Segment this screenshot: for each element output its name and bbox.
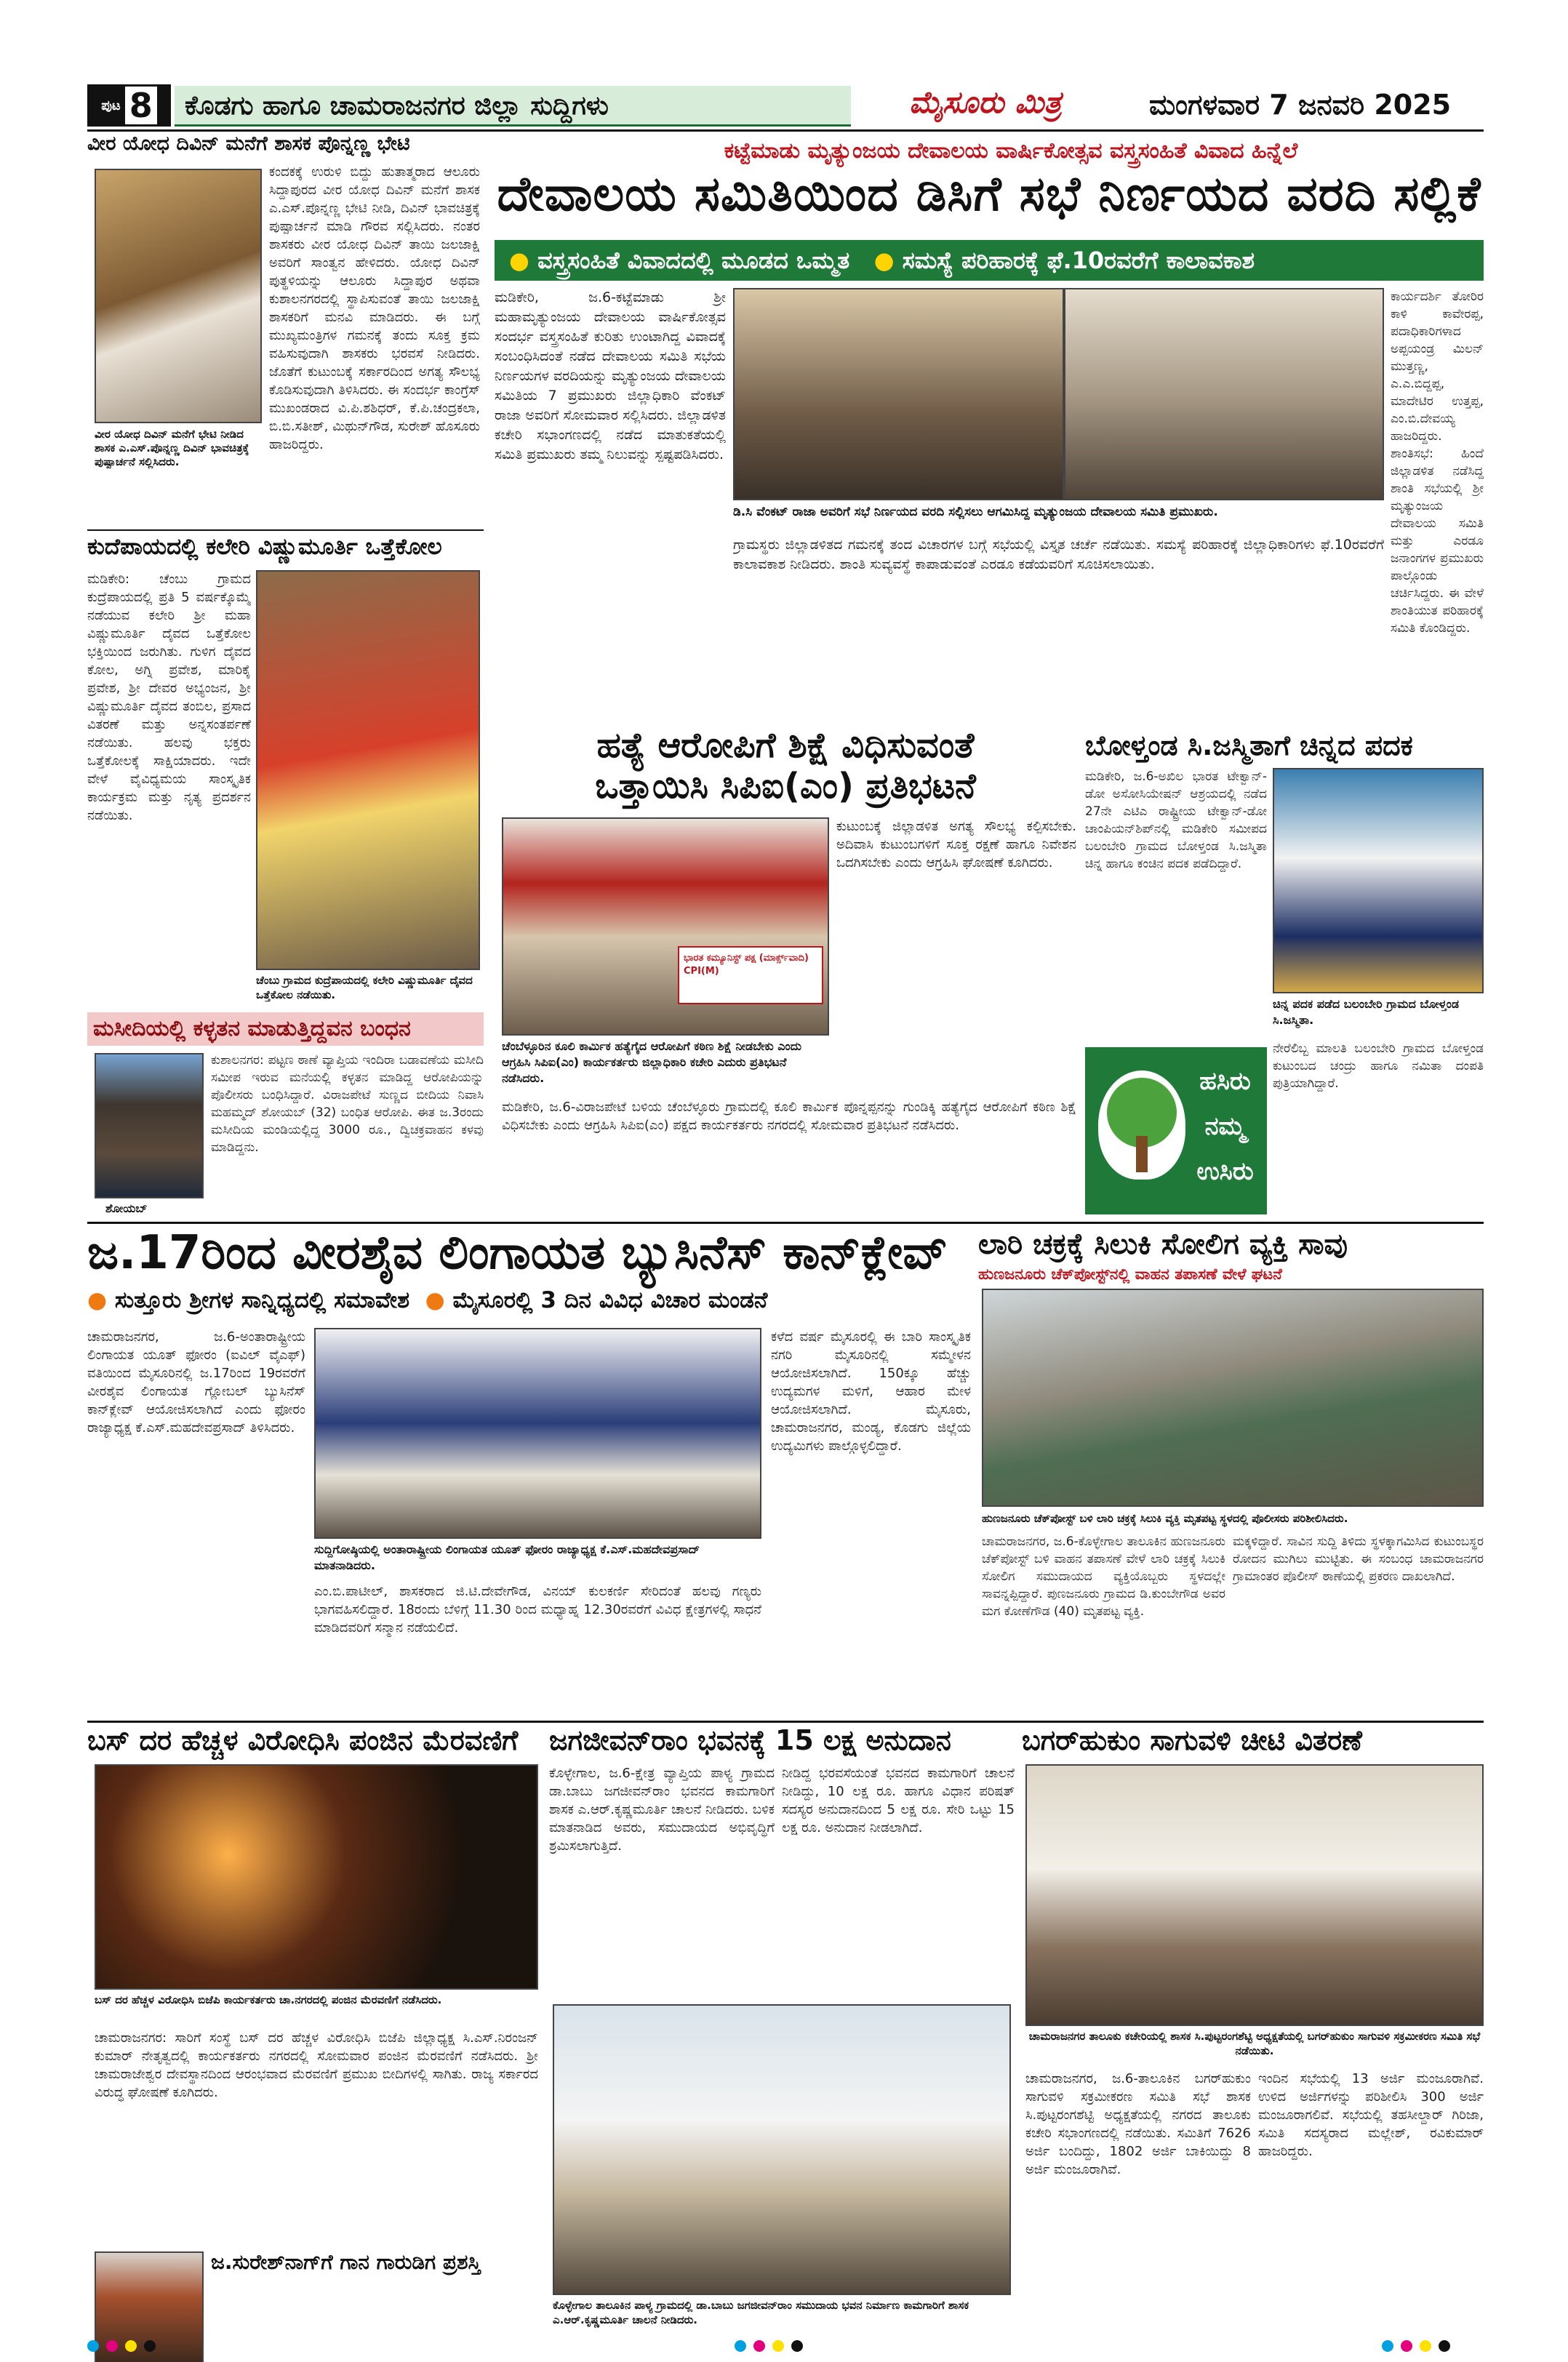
cpim-headline-1: ಹತ್ಯೆ ಆರೋಪಿಗೆ ಶಿಕ್ಷೆ ವಿಧಿಸುವಂತೆ (596, 725, 975, 766)
print-registration-dots (87, 2340, 163, 2355)
lorry-photo (982, 1289, 1484, 1507)
mla-visit-headline: ವೀರ ಯೋಧ ದಿವಿನ್ ಮನೆಗೆ ಶಾಸಕ ಪೊನ್ನಣ್ಣ ಭೇಟಿ (87, 132, 410, 155)
kola-body: ಮಡಿಕೇರಿ: ಚೆಂಬು ಗ್ರಾಮದ ಕುದ್ರೆಪಾಯದಲ್ಲಿ ಪ್ರತಿ 5 ವರ್ಷಕ್ಕೊಮ್ಮೆ ನಡೆಯುವ ಕಲೇರಿ ಶ್ರೀ ಮಹಾ ವಿಷ್ಣುಮೂರ್ತಿ ದೈವದ ಒತ್ತೆಕೋಲ ಭಕ್ತಿಯಿಂದ ಜರುಗಿತು. ಗುಳಿಗ ದೈವದ ಕೋಲ, ಅಗ್ನಿ ಪ್ರವೇಶ, ಮಾರಿಕೈ ಪ್ರವೇಶ, ಶ್ರೀ ದೇವರ ಅಭ್ಯಂಜನ, ಶ್ರೀ ವಿಷ್ಣುಮೂರ್ತಿ ದೈವದ ತಂಬಿಲ, ಪ್ರಸಾದ ವಿತರಣೆ ಮತ್ತು ಅನ್ನಸಂತರ್ಪಣೆ ನಡೆಯಿತು. ಹಲವು ಭಕ್ತರು ಒತ್ತೆಕೋಲಕ್ಕೆ ಸಾಕ್ಷಿಯಾದರು. ಇದೇ ವೇಳೆ ವೈವಿಧ್ಯಮಯ ಸಾಂಸ್ಕೃತಿಕ ಕಾರ್ಯಕ್ರಮ ಮತ್ತು ನೃತ್ಯ ಪ್ರದರ್ಶನ ನಡೆಯಿತು. (87, 572, 251, 823)
temple-photo-dc (733, 288, 1064, 500)
medal-body: ಮಡಿಕೇರಿ, ಜ.6-ಅಖಿಲ ಭಾರತ ಟೇಕ್ವಾನ್-ಡೋ ಅಸೋಸಿಯೇಷನ್ ಆಶ್ರಯದಲ್ಲಿ ನಡೆದ 27ನೇ ಎಟಿಎ ರಾಷ್ಟ್ರೀಯ ಟೇಕ್ವಾನ್-ಡೋ ಚಾಂಪಿಯನ್‌ಶಿಪ್‌ನಲ್ಲಿ ಮಡಿಕೇರಿ ಸಮೀಪದ ಬಲಂಬೇರಿ ಗ್ರಾಮದ ಬೋಳ್ತಂಡ ಸಿ.ಜಸ್ಮಿತಾ ಚಿನ್ನ ಹಾಗೂ ಕಂಚಿನ ಪದಕ ಪಡೆದಿದ್ದಾರೆ. (1085, 769, 1267, 871)
divider (87, 1222, 1484, 1224)
jagjivan-photo (553, 2004, 1011, 2295)
conclave-body-right: ಕಳೆದ ವರ್ಷ ಮೈಸೂರಲ್ಲಿ ಈ ಬಾರಿ ಸಾಂಸ್ಕೃತಿಕ ನಗರಿ ಮೈಸೂರಿನಲ್ಲಿ ಸಮ್ಮೇಳನ ಆಯೋಜಿಸಲಾಗಿದೆ. 150ಕ್ಕೂ ಹೆಚ್ಚು ಉದ್ಯಮಗಳ ಮಳಿಗೆ, ಆಹಾರ ಮೇಳ ಆಯೋಜಿಸಲಾಗಿದೆ. ಮೈಸೂರು, ಚಾಮರಾಜನಗರ, ಮಂಡ್ಯ, ಕೊಡಗು ಜಿಲ್ಲೆಯ ಉದ್ಯಮಿಗಳು ಪಾಲ್ಗೊಳ್ಳಲಿದ್ದಾರೆ. (771, 1329, 971, 1454)
print-registration-dots (1382, 2340, 1457, 2355)
issue-date: ಮಂಗಳವಾರ 7 ಜನವರಿ 2025 (1149, 89, 1452, 121)
conclave-body-left: ಚಾಮರಾಜನಗರ, ಜ.6-ಅಂತಾರಾಷ್ಟ್ರೀಯ ಲಿಂಗಾಯತ ಯೂತ್ ಫೋರಂ (ಐವಿಲ್ ವೈಎಫ್) ವತಿಯಿಂದ ಮೈಸೂರಿನಲ್ಲಿ ಜ.17ರಿಂದ 19ರವರೆಗೆ ವೀರಶೈವ ಲಿಂಗಾಯತ ಗ್ಲೋಬಲ್ ಬ್ಯುಸಿನೆಸ್ ಕಾನ್‌ಕ್ಲೇವ್ ಆಯೋಜಿಸಲಾಗಿದೆ ಎಂದು ಫೋರಂ ರಾಜ್ಯಾಧ್ಯಕ್ಷ ಕೆ.ಎಸ್.ಮಹದೇವಪ್ರಸಾದ್ ತಿಳಿಸಿದರು. (87, 1329, 305, 1436)
accused-caption: ಶೋಯಬ್ (105, 1201, 148, 1215)
temple-subheads (495, 240, 1484, 281)
bus-protest-photo (95, 1764, 538, 1990)
newspaper-brand: ಮೈಸೂರು ಮಿತ್ರ (909, 84, 1062, 120)
temple-body-col3: ಕಾರ್ಯದರ್ಶಿ ತೋರಿರ ಕಾಳಿ ಕಾವೇರಪ್ಪ, ಪದಾಧಿಕಾರಿಗಳಾದ ಅಪ್ಪಯಂಡ್ರ ಮಿಲನ್ ಮುತ್ತಣ್ಣ, ಎ.ಎ.ಬಿದ್ದಪ್ಪ, ಮಾದೇಟಿರ ಉತ್ತಪ್ಪ, ಎಂ.ಬಿ.ದೇವಯ್ಯ ಹಾಜರಿದ್ದರು. ಶಾಂತಿಸಭೆ: ಹಿಂದೆ ಜಿಲ್ಲಾಡಳಿತ ನಡೆಸಿದ್ದ ಶಾಂತಿ ಸಭೆಯಲ್ಲಿ ಶ್ರೀ ಮೃತ್ಯುಂಜಯ ದೇವಾಲಯ ಸಮಿತಿ ಮತ್ತು ಎರಡೂ ಜನಾಂಗಗಳ ಪ್ರಮುಖರು ಪಾಲ್ಗೊಂಡು ಚರ್ಚಿಸಿದ್ದರು. ಈ ವೇಳೆ ಶಾಂತಿಯುತ ಪರಿಹಾರಕ್ಕೆ ಸಮಿತಿ ಕೊಂಡಿದ್ದರು. (1391, 289, 1484, 636)
conclave-body-mid: ಎಂ.ಬಿ.ಪಾಟೀಲ್, ಶಾಸಕರಾದ ಜಿ.ಟಿ.ದೇವೇಗೌಡ, ವಿನಯ್ ಕುಲಕರ್ಣಿ ಸೇರಿದಂತೆ ಹಲವು ಗಣ್ಯರು ಭಾಗವಹಿಸಲಿದ್ದಾರೆ. 18ರಂದು ಬೆಳಿಗ್ಗೆ 11.30 ರಿಂದ ಮಧ್ಯಾಹ್ನ 12.30ರವರೆಗೆ ವಿವಿಧ ಕ್ಷೇತ್ರಗಳಲ್ಲಿ ಸಾಧನೆ ಮಾಡಿದವರಿಗೆ ಸನ್ಮಾನ ನಡೆಯಲಿದೆ. (314, 1584, 761, 1636)
temple-caption: ಡಿ.ಸಿ ವೆಂಕಟ್ ರಾಜಾ ಅವರಿಗೆ ಸಭೆ ನಿರ್ಣಯದ ವರದಿ ಸಲ್ಲಿಸಲು ಆಗಮಿಸಿದ್ದ ಮೃತ್ಯುಂಜಯ ದೇವಾಲಯ ಸಮಿತಿ ಪ್ರಮುಖರು. (733, 505, 1218, 519)
kola-photo (256, 570, 480, 970)
temple-sub1: ವಸ್ತ್ರಸಂಹಿತೆ ವಿವಾದದಲ್ಲಿ ಮೂಡದ ಒಮ್ಮತ (537, 247, 850, 274)
jagjivan-body-left: ಕೊಳ್ಳೇಗಾಲ, ಜ.6-ಕ್ಷೇತ್ರ ವ್ಯಾಪ್ತಿಯ ಪಾಳ್ಯ ಗ್ರಾಮದ ಡಾ.ಬಾಬು ಜಗಜೀವನ್‌ರಾಂ ಭವನದ ಕಾಮಗಾರಿಗೆ ಶಾಸಕ ಎ.ಆರ್.ಕೃಷ್ಣಮೂರ್ತಿ ಚಾಲನೆ ನೀಡಿದರು. ಬಳಿಕ ಮಾತನಾಡಿದ ಅವರು, ಸಮುದಾಯದ ಅಭಿವೃದ್ಧಿಗೆ ಶ್ರಮಿಸಲಾಗುತ್ತಿದೆ. (549, 1766, 775, 1854)
green-ad-box (1085, 1047, 1267, 1214)
cpim-protest-photo (502, 817, 829, 1036)
temple-body-col2: ಗ್ರಾಮಸ್ಥರು ಜಿಲ್ಲಾಡಳಿತದ ಗಮನಕ್ಕೆ ತಂದ ವಿಚಾರಗಳ ಬಗ್ಗೆ ಸಭೆಯಲ್ಲಿ ವಿಸ್ತೃತ ಚರ್ಚೆ ನಡೆಯಿತು. ಸಮಸ್ಯೆ ಪರಿಹಾರಕ್ಕೆ ಜಿಲ್ಲಾಧಿಕಾರಿಗಳು ಫೆ.10ರವರೆಗೆ ಕಾಲಾವಕಾಶ ನೀಡಿದರು. ಶಾಂತಿ ಸುವ್ಯವಸ್ಥೆ ಕಾಪಾಡುವಂತೆ ಎರಡೂ ಕಡೆಯವರಿಗೆ ಸೂಚಿಸಲಾಯಿತು. (733, 537, 1384, 572)
conclave-photo (314, 1328, 761, 1539)
kola-caption: ಚೆಂಬು ಗ್ರಾಮದ ಕುದ್ರೆಪಾಯದಲ್ಲಿ ಕಲೇರಿ ವಿಷ್ಣುಮೂರ್ತಿ ದೈವದ ಒತ್ತೆಕೋಲ ನಡೆಯಿತು. (256, 974, 473, 1001)
bus-body: ಚಾಮರಾಜನಗರ: ಸಾರಿಗೆ ಸಂಸ್ಥೆ ಬಸ್ ದರ ಹೆಚ್ಚಳ ವಿರೋಧಿಸಿ ಬಿಜೆಪಿ ಜಿಲ್ಲಾಧ್ಯಕ್ಷ ಸಿ.ಎಸ್.ನಿರಂಜನ್ ಕುಮಾರ್ ನೇತೃತ್ವದಲ್ಲಿ ಕಾರ್ಯಕರ್ತರು ನಗರದಲ್ಲಿ ಸೋಮವಾರ ಪಂಜಿನ ಮೆರವಣಿಗೆ ನಡೆಸಿದರು. ಶ್ರೀ ಚಾಮರಾಜೇಶ್ವರ ದೇವಸ್ಥಾನದಿಂದ ಆರಂಭವಾದ ಮೆರವಣಿಗೆ ಪ್ರಮುಖ ಬೀದಿಗಳಲ್ಲಿ ಸಾಗಿತು. ರಾಜ್ಯ ಸರ್ಕಾರದ ವಿರುದ್ಧ ಘೋಷಣೆ ಕೂಗಿದರು. (95, 2030, 538, 2100)
jagjivan-headline: ಜಗಜೀವನ್‌ರಾಂ ಭವನಕ್ಕೆ 15 ಲಕ್ಷ ಅನುದಾನ (549, 1724, 951, 1756)
arrest-headline: ಮಸೀದಿಯಲ್ಲಿ ಕಳ್ಳತನ ಮಾಡುತ್ತಿದ್ದವನ ಬಂಧನ (87, 1012, 484, 1046)
green-ad-line1: ಹಸಿರು (1199, 1067, 1251, 1096)
medal-headline: ಬೋಳ್ತಂಡ ಸಿ.ಜಸ್ಮಿತಾಗೆ ಚಿನ್ನದ ಪದಕ (1085, 729, 1413, 761)
temple-kicker: ಕಟ್ಟೆಮಾಡು ಮೃತ್ಯುಂಜಯ ದೇವಾಲಯ ವಾರ್ಷಿಕೋತ್ಸವ ವಸ್ತ್ರಸಂಹಿತೆ ವಿವಾದ ಹಿನ್ನೆಲೆ (724, 138, 1298, 164)
lorry-headline: ಲಾರಿ ಚಕ್ರಕ್ಕೆ ಸಿಲುಕಿ ಸೋಲಿಗ ವ್ಯಕ್ತಿ ಸಾವು (978, 1228, 1348, 1261)
green-ad-line2: ನಮ್ಮ (1204, 1112, 1246, 1141)
mla-visit-photo (95, 169, 262, 423)
temple-sub2: ಸಮಸ್ಯೆ ಪರಿಹಾರಕ್ಕೆ ಫೆ.10ರವರೆಗೆ ಕಾಲಾವಕಾಶ (902, 247, 1255, 274)
divider (87, 1721, 1484, 1723)
lorry-kicker: ಹುಣಜನೂರು ಚೆಕ್‌ಪೋಸ್ಟ್‌ನಲ್ಲಿ ವಾಹನ ತಪಾಸಣೆ ವೇಳೆ ಘಟನೆ (978, 1265, 1282, 1283)
lorry-caption: ಹುಣಜನೂರು ಚೆಕ್‌ಪೋಸ್ಟ್ ಬಳಿ ಲಾರಿ ಚಕ್ರಕ್ಕೆ ಸಿಲುಕಿ ವ್ಯಕ್ತಿ ಮೃತಪಟ್ಟ ಸ್ಥಳದಲ್ಲಿ ಪೊಲೀಸರು ಪರಿಶೀಲಿಸಿದರು. (982, 1512, 1348, 1525)
cpim-body-right: ಕುಟುಂಬಕ್ಕೆ ಜಿಲ್ಲಾಡಳಿತ ಅಗತ್ಯ ಸೌಲಭ್ಯ ಕಲ್ಪಿಸಬೇಕು. ಅದಿವಾಸಿ ಕುಟುಂಬಗಳಿಗೆ ಸೂಕ್ತ ರಕ್ಷಣೆ ಹಾಗೂ ನಿವೇಶನ ಒದಗಿಸಬೇಕು ಎಂದು ಆಗ್ರಹಿಸಿ ಘೋಷಣೆ ಕೂಗಿದರು. (836, 819, 1076, 870)
lorry-body-right: ಮಕ್ಕಳಿದ್ದಾರೆ. ಸಾವಿನ ಸುದ್ದಿ ತಿಳಿದು ಸ್ಥಳಕ್ಕಾಗಮಿಸಿದ ಕುಟುಂಬಸ್ಥರ ರೋದನ ಮುಗಿಲು ಮುಟ್ಟಿತು. ಈ ಸಂಬಂಧ ಚಾಮರಾಜನಗರ ಗ್ರಾಮಾಂತರ ಪೊಲೀಸ್ ಠಾಣೆಯಲ್ಲಿ ಪ್ರಕರಣ ದಾಖಲಾಗಿದೆ. (1233, 1534, 1484, 1584)
bullet-icon: ● (425, 1287, 445, 1313)
accused-photo (95, 1053, 204, 1198)
page-label: ಪುಟ (101, 97, 121, 113)
mla-visit-body: ಕಂದಕಕ್ಕೆ ಉರುಳಿ ಬಿದ್ದು ಹುತಾತ್ಮರಾದ ಆಲೂರು ಸಿದ್ದಾಪುರದ ವೀರ ಯೋಧ ದಿವಿನ್ ಮನೆಗೆ ಶಾಸಕ ಎ.ಎಸ್.ಪೊನ್ನಣ್ಣ ಭೇಟಿ ನೀಡಿ, ದಿವಿನ್ ಭಾವಚಿತ್ರಕ್ಕೆ ಪುಷ್ಪಾರ್ಚನೆ ಮಾಡಿ ಗೌರವ ಸಲ್ಲಿಸಿದರು. ನಂತರ ಶಾಸಕರು ವೀರ ಯೋಧ ದಿವಿನ್ ತಾಯಿ ಜಲಜಾಕ್ಷಿ ಅವರಿಗೆ ಸಾಂತ್ವನ ಹೇಳಿದರು. ಯೋಧ ದಿವಿನ್ ಪುತ್ಥಳಿಯನ್ನು ಆಲೂರು ಸಿದ್ದಾಪುರ ಅಥವಾ ಕುಶಾಲನಗರದಲ್ಲಿ ಸ್ಥಾಪಿಸುವಂತೆ ತಾಯಿ ಜಲಜಾಕ್ಷಿ ಶಾಸಕರಿಗೆ ಮನವಿ ಮಾಡಿದರು. ಈ ಬಗ್ಗೆ ಮುಖ್ಯಮಂತ್ರಿಗಳ ಗಮನಕ್ಕೆ ತಂದು ಸೂಕ್ತ ಕ್ರಮ ವಹಿಸುವುದಾಗಿ ಶಾಸಕರು ಭರವಸೆ ನೀಡಿದರು. ಜೊತೆಗೆ ಕುಟುಂಬಕ್ಕೆ ಸರ್ಕಾರದಿಂದ ಅಗತ್ಯ ಸೌಲಭ್ಯ ಕೊಡಿಸುವುದಾಗಿ ತಿಳಿಸಿದರು. ಈ ಸಂದರ್ಭ ಕಾಂಗ್ರೆಸ್ ಮುಖಂಡರಾದ ವಿ.ಪಿ.ಶಶಿಧರ್, ಕೆ.ಪಿ.ಚಂದ್ರಕಲಾ, ಬಿ.ಬಿ.ಸತೀಶ್, ಮಿಥುನ್‌ಗೌಡ, ಸುರೇಶ್ ಹೊಸೂರು ಹಾಜರಿದ್ದರು. (269, 164, 480, 452)
conclave-sub1: ಸುತ್ತೂರು ಶ್ರೀಗಳ ಸಾನ್ನಿಧ್ಯದಲ್ಲಿ ಸಮಾವೇಶ (114, 1287, 410, 1313)
mla-visit-caption: ವೀರ ಯೋಧ ದಿವಿನ್ ಮನೆಗೆ ಭೇಟಿ ನೀಡಿದ ಶಾಸಕ ಎ.ಎಸ್.ಪೊನ್ನಣ್ಣ ದಿವಿನ್ ಭಾವಚಿತ್ರಕ್ಕೆ ಪುಷ್ಪಾರ್ಚನೆ ಸಲ್ಲಿಸಿದರು. (95, 428, 249, 468)
cpim-banner: ಭಾರತ ಕಮ್ಯೂನಿಸ್ಟ್ ಪಕ್ಷ (ಮಾರ್ಕ್ಸ್‌ವಾದಿ) CPI(M) (678, 946, 823, 1004)
tree-icon (1098, 1070, 1185, 1180)
arrest-body: ಕುಶಾಲನಗರ: ಪಟ್ಟಣ ಠಾಣೆ ವ್ಯಾಪ್ತಿಯ ಇಂದಿರಾ ಬಡಾವಣೆಯ ಮಸೀದಿ ಸಮೀಪ ಇರುವ ಮನೆಯಲ್ಲಿ ಕಳ್ಳತನ ಮಾಡಿದ್ದ ಆರೋಪಿಯನ್ನು ಪೊಲೀಸರು ಬಂಧಿಸಿದ್ದಾರೆ. ವಿರಾಜಪೇಟೆ ಸುಣ್ಣದ ಬೀದಿಯ ನಿವಾಸಿ ಮಹಮ್ಮದ್ ಶೋಯಬ್ (32) ಬಂಧಿತ ಆರೋಪಿ. ಈತ ಜ.3ರಂದು ಮಸೀದಿಯ ಮಂಡಿಯಲ್ಲಿದ್ದ 3000 ರೂ., ದ್ವಿಚಕ್ರವಾಹನ ಕಳವು ಮಾಡಿದ್ದನು. (211, 1053, 484, 1155)
land-meeting-photo (1025, 1764, 1484, 2026)
medal-caption: ಚಿನ್ನ ಪದಕ ಪಡೆದ ಬಲಂಬೇರಿ ಗ್ರಾಮದ ಬೋಳ್ತಂಡ ಸಿ.ಜಸ್ಮಿತಾ. (1273, 997, 1460, 1027)
temple-photo-committee (1064, 288, 1384, 500)
temple-body-col1: ಮಡಿಕೇರಿ, ಜ.6-ಕಟ್ಟೆಮಾಡು ಶ್ರೀ ಮಹಾಮೃತ್ಯುಂಜಯ ದೇವಾಲಯ ವಾರ್ಷಿಕೋತ್ಸವ ಸಂದರ್ಭ ವಸ್ತ್ರಸಂಹಿತೆ ಕುರಿತು ಉಂಟಾಗಿದ್ದ ವಿವಾದಕ್ಕೆ ಸಂಬಂಧಿಸಿದಂತೆ ನಡೆದ ದೇವಾಲಯ ಸಮಿತಿ ಸಭೆಯ ನಿರ್ಣಯಗಳ ವರದಿಯನ್ನು ಮೃತ್ಯುಂಜಯ ದೇವಾಲಯ ಸಮಿತಿಯ 7 ಪ್ರಮುಖರು ಜಿಲ್ಲಾಧಿಕಾರಿ ವೆಂಕಟ್ ರಾಜಾ ಅವರಿಗೆ ಸೋಮವಾರ ಸಲ್ಲಿಸಿದರು. ಜಿಲ್ಲಾಡಳಿತ ಕಚೇರಿ ಸಭಾಂಗಣದಲ್ಲಿ ನಡೆದ ಮಾತುಕತೆಯಲ್ಲಿ ಸಮಿತಿ ಪ್ರಮುಖರು ತಮ್ಮ ನಿಲುವನ್ನು ಸ್ಪಷ್ಟಪಡಿಸಿದರು. (495, 289, 726, 463)
medal-photo (1273, 768, 1484, 993)
print-registration-dots (735, 2340, 810, 2355)
page-number-badge (87, 84, 171, 127)
conclave-subheads (87, 1287, 971, 1314)
conclave-caption: ಸುದ್ದಿಗೋಷ್ಠಿಯಲ್ಲಿ ಅಂತಾರಾಷ್ಟ್ರೀಯ ಲಿಂಗಾಯತ ಯೂತ್ ಫೋರಂ ರಾಜ್ಯಾಧ್ಯಕ್ಷ ಕೆ.ಎಸ್.ಮಹದೇವಪ್ರಸಾದ್ ಮಾತನಾಡಿದರು. (314, 1542, 700, 1572)
conclave-headline: ಜ.17ರಿಂದ ವೀರಶೈವ ಲಿಂಗಾಯತ ಬ್ಯುಸಿನೆಸ್ ಕಾನ್‌ಕ್ಲೇವ್ (87, 1226, 948, 1280)
bus-caption: ಬಸ್ ದರ ಹೆಚ್ಚಳ ವಿರೋಧಿಸಿ ಬಿಜೆಪಿ ಕಾರ್ಯಕರ್ತರು ಚಾ.ನಗರದಲ್ಲಿ ಪಂಜಿನ ಮೆರವಣಿಗೆ ನಡೆಸಿದರು. (95, 1993, 442, 2006)
bullet-icon: ● (87, 1287, 108, 1313)
cpim-caption: ಚೆಂಬೆಳ್ಳೂರಿನ ಕೂಲಿ ಕಾರ್ಮಿಕ ಹತ್ಯೆಗೈದ ಆರೋಪಿಗೆ ಕಠಿಣ ಶಿಕ್ಷೆ ನೀಡಬೇಕು ಎಂದು ಆಗ್ರಹಿಸಿ ಸಿಪಿಐ(ಎಂ) ಕಾರ್ಯಕರ್ತರು ಜಿಲ್ಲಾಧಿಕಾರಿ ಕಚೇರಿ ಎದುರು ಪ್ರತಿಭಟನೆ ನಡೆಸಿದರು. (502, 1039, 802, 1085)
mla-visit-body-tail (95, 480, 480, 525)
land-body-right: ಇಂದಿನ ಸಭೆಯಲ್ಲಿ 13 ಅರ್ಜಿ ಮಂಜೂರಾಗಿವೆ. ಉಳಿದ ಅರ್ಜಿಗಳನ್ನು ಪರಿಶೀಲಿಸಿ 300 ಅರ್ಜಿ ಮಂಜೂರಾಗಲಿವೆ. ಸಭೆಯಲ್ಲಿ ತಹಸೀಲ್ದಾರ್ ಗಿರಿಜಾ, ಸಮಿತಿ ಸದಸ್ಯರಾದ ಮಲ್ಲೇಶ್, ರವಿಕುಮಾರ್ ಹಾಜರಿದ್ದರು. (1258, 2071, 1484, 2159)
medal-body-2: ನೇರೆಲಿಬ್ಬ ಮಾಲತಿ ಬಲಂಬೇರಿ ಗ್ರಾಮದ ಬೋಳ್ತಂಡ ಕುಟುಂಬದ ಚಂದ್ರು ಹಾಗೂ ನಮಿತಾ ದಂಪತಿ ಪುತ್ರಿಯಾಗಿದ್ದಾರೆ. (1273, 1041, 1484, 1091)
temple-headline: ದೇವಾಲಯ ಸಮಿತಿಯಿಂದ ಡಿಸಿಗೆ ಸಭೆ ನಿರ್ಣಯದ ವರದಿ ಸಲ್ಲಿಕೆ (497, 166, 1481, 222)
land-caption: ಚಾಮರಾಜನಗರ ತಾಲೂಕು ಕಚೇರಿಯಲ್ಲಿ ಶಾಸಕ ಸಿ.ಪುಟ್ಟರಂಗಶೆಟ್ಟಿ ಅಧ್ಯಕ್ಷತೆಯಲ್ಲಿ ಬಗರ್‌ಹುಕುಂ ಸಾಗುವಳಿ ಸಕ್ರಮೀಕರಣ ಸಮಿತಿ ಸಭೆ ನಡೆಯಿತು. (1028, 2030, 1481, 2057)
bullet-icon: ● (873, 247, 895, 274)
page-number: 8 (125, 87, 157, 124)
award-headline: ಜ.ಸುರೇಶ್‌ನಾಗ್‌ಗೆ ಗಾನ ಗಾರುಡಿಗ ಪ್ರಶಸ್ತಿ (211, 2250, 481, 2274)
bullet-icon: ● (509, 247, 529, 274)
land-body-left: ಚಾಮರಾಜನಗರ, ಜ.6-ತಾಲೂಕಿನ ಬಗರ್‌ಹುಕುಂ ಸಾಗುವಳಿ ಸಕ್ರಮೀಕರಣ ಸಮಿತಿ ಸಭೆ ಶಾಸಕ ಸಿ.ಪುಟ್ಟರಂಗಶೆಟ್ಟಿ ಅಧ್ಯಕ್ಷತೆಯಲ್ಲಿ ನಗರದ ತಾಲೂಕು ಕಚೇರಿ ಸಭಾಂಗಣದಲ್ಲಿ ನಡೆಯಿತು. ಸಮಿತಿಗೆ 7626 ಅರ್ಜಿ ಬಂದಿದ್ದು, 1802 ಅರ್ಜಿ ಬಾಕಿಯಿದ್ದು 8 ಅರ್ಜಿ ಮಂಜೂರಾಗಿವೆ. (1025, 2071, 1251, 2177)
bus-headline: ಬಸ್ ದರ ಹೆಚ್ಚಳ ವಿರೋಧಿಸಿ ಪಂಜಿನ ಮೆರವಣಿಗೆ (87, 1724, 519, 1756)
green-ad-line3: ಉಸಿರು (1196, 1157, 1254, 1186)
cpim-headline-2: ಒತ್ತಾಯಿಸಿ ಸಿಪಿಐ(ಎಂ) ಪ್ರತಿಭಟನೆ (595, 766, 976, 806)
masthead-rule (87, 129, 1484, 132)
divider (87, 529, 484, 531)
section-title: ಕೊಡಗು ಹಾಗೂ ಚಾಮರಾಜನಗರ ಜಿಲ್ಲಾ ಸುದ್ದಿಗಳು (175, 86, 851, 127)
conclave-sub2: ಮೈಸೂರಲ್ಲಿ 3 ದಿನ ವಿವಿಧ ವಿಚಾರ ಮಂಡನೆ (452, 1287, 768, 1313)
land-headline: ಬಗರ್‌ಹುಕುಂ ಸಾಗುವಳಿ ಚೀಟಿ ವಿತರಣೆ (1022, 1724, 1362, 1756)
lorry-body-left: ಚಾಮರಾಜನಗರ, ಜ.6-ಕೊಳ್ಳೇಗಾಲ ತಾಲೂಕಿನ ಹುಣಜನೂರು ಚೆಕ್‌ಪೋಸ್ಟ್ ಬಳಿ ವಾಹನ ತಪಾಸಣೆ ವೇಳೆ ಲಾರಿ ಚಕ್ರಕ್ಕೆ ಸಿಲುಕಿ ಸೋಲಿಗ ಸಮುದಾಯದ ವ್ಯಕ್ತಿಯೊಬ್ಬರು ಸ್ಥಳದಲ್ಲೇ ಸಾವನ್ನಪ್ಪಿದ್ದಾರೆ. ಪುಣಜನೂರು ಗ್ರಾಮದ ಡಿ.ಕುಂಬೇಗೌಡ ಅವರ ಮಗ ಕೋಣೆಗೌಡ (40) ಮೃತಪಟ್ಟ ವ್ಯಕ್ತಿ. (982, 1534, 1225, 1619)
jagjivan-body-right: ನೀಡಿದ್ದ ಭರವಸೆಯಂತೆ ಭವನದ ಕಾಮಗಾರಿಗೆ ಚಾಲನೆ ನೀಡಿದ್ದು, 10 ಲಕ್ಷ ರೂ. ಹಾಗೂ ವಿಧಾನ ಪರಿಷತ್ ಸದಸ್ಯರ ಅನುದಾನದಿಂದ 5 ಲಕ್ಷ ರೂ. ಸೇರಿ ಒಟ್ಟು 15 ಲಕ್ಷ ರೂ. ಅನುದಾನ ನೀಡಲಾಗಿದೆ. (782, 1766, 1015, 1835)
kola-headline: ಕುದೆಪಾಯದಲ್ಲಿ ಕಲೇರಿ ವಿಷ್ಣುಮೂರ್ತಿ ಒತ್ತೆಕೋಲ (87, 534, 442, 560)
cpim-body-bottom: ಮಡಿಕೇರಿ, ಜ.6-ವಿರಾಜಪೇಟೆ ಬಳಿಯ ಚೆಂಬೆಳ್ಳೂರು ಗ್ರಾಮದಲ್ಲಿ ಕೂಲಿ ಕಾರ್ಮಿಕ ಪೊನ್ನಪ್ಪನನ್ನು ಗುಂಡಿಕ್ಕಿ ಹತ್ಯೆಗೈದ ಆರೋಪಿಗೆ ಕಠಿಣ ಶಿಕ್ಷೆ ವಿಧಿಸಬೇಕು ಎಂದು ಆಗ್ರಹಿಸಿ ಸಿಪಿಐ(ಎಂ) ಪಕ್ಷದ ಕಾರ್ಯಕರ್ತರು ನಗರದಲ್ಲಿ ಸೋಮವಾರ ಪ್ರತಿಭಟನೆ ನಡೆಸಿದರು. (502, 1100, 1076, 1133)
jagjivan-caption: ಕೊಳ್ಳೇಗಾಲ ತಾಲೂಕಿನ ಪಾಳ್ಯ ಗ್ರಾಮದಲ್ಲಿ ಡಾ.ಬಾಬು ಜಗಜೀವನ್‌ರಾಂ ಸಮುದಾಯ ಭವನ ನಿರ್ಮಾಣ ಕಾಮಗಾರಿಗೆ ಶಾಸಕ ಎ.ಆರ್.ಕೃಷ್ಣಮೂರ್ತಿ ಚಾಲನೆ ನೀಡಿದರು. (553, 2299, 969, 2326)
